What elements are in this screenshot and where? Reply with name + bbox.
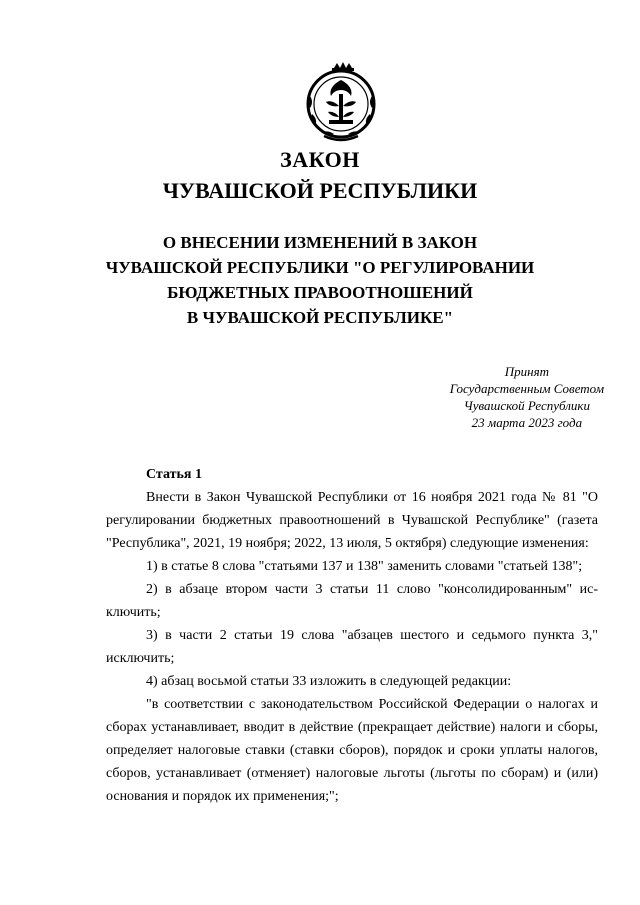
paragraph: 3) в части 2 статьи 19 слова "абзацев шестого и седьмого пункта 3," исключить; [106,628,598,666]
paragraph: "в соответствии с законодательством Российской Федерации о налогах и сборах устанавливает, вводит в действие (прекращает действие) налоги и сборы, определяет налоговые ставки (ставки сборов), порядок и сроки уплаты налогов, сборов, устанавливает (отменяет) налоговые льготы (льготы по сборам) и (или) основания и порядок их применения;"; [106,697,598,804]
paragraph: 4) абзац восьмой статьи 33 изложить в следующей редакции: [146,674,512,689]
law-subject-line: ЧУВАШСКОЙ РЕСПУБЛИКИ "О РЕГУЛИРОВАНИИ [105,258,535,277]
law-subject-line: О ВНЕСЕНИИ ИЗМЕНЕНИЙ В ЗАКОН [162,233,478,252]
law-subject-line: В ЧУВАШСКОЙ РЕСПУБЛИКЕ" [186,308,454,327]
article-heading: Статья 1 [146,467,202,482]
adoption-line: Чувашской Республики [463,398,591,413]
paragraph: 1) в статье 8 слова "статьями 137 и 138" заменить словами "статьей 138"; [146,559,583,574]
law-subject-line: БЮДЖЕТНЫХ ПРАВООТНОШЕНИЙ [167,283,473,302]
adoption-line: Принят [504,364,550,379]
article-body [106,463,598,808]
paragraph: 2) в абзаце втором части 3 статьи 11 слово "консолидированным" исключить; [106,582,598,620]
issuer-title: ЧУВАШСКОЙ РЕСПУБЛИКИ [162,178,478,203]
adoption-line: Государственным Советом [449,381,604,396]
document-type-title: ЗАКОН [280,147,360,172]
chuvash-republic-emblem-icon [296,58,386,146]
law-subject-title [40,230,600,330]
adoption-note [450,363,604,431]
paragraph: Внести в Закон Чувашской Республики от 16 ноября 2021 года № 81 "О регулировании бюджетных правоотношений в Чувашской Республике" (газета "Республика", 2021, 19 ноября; 2022, 13 июля, 5 октября) следующие изменения: [106,490,598,551]
adoption-date: 23 марта 2023 года [471,415,583,430]
